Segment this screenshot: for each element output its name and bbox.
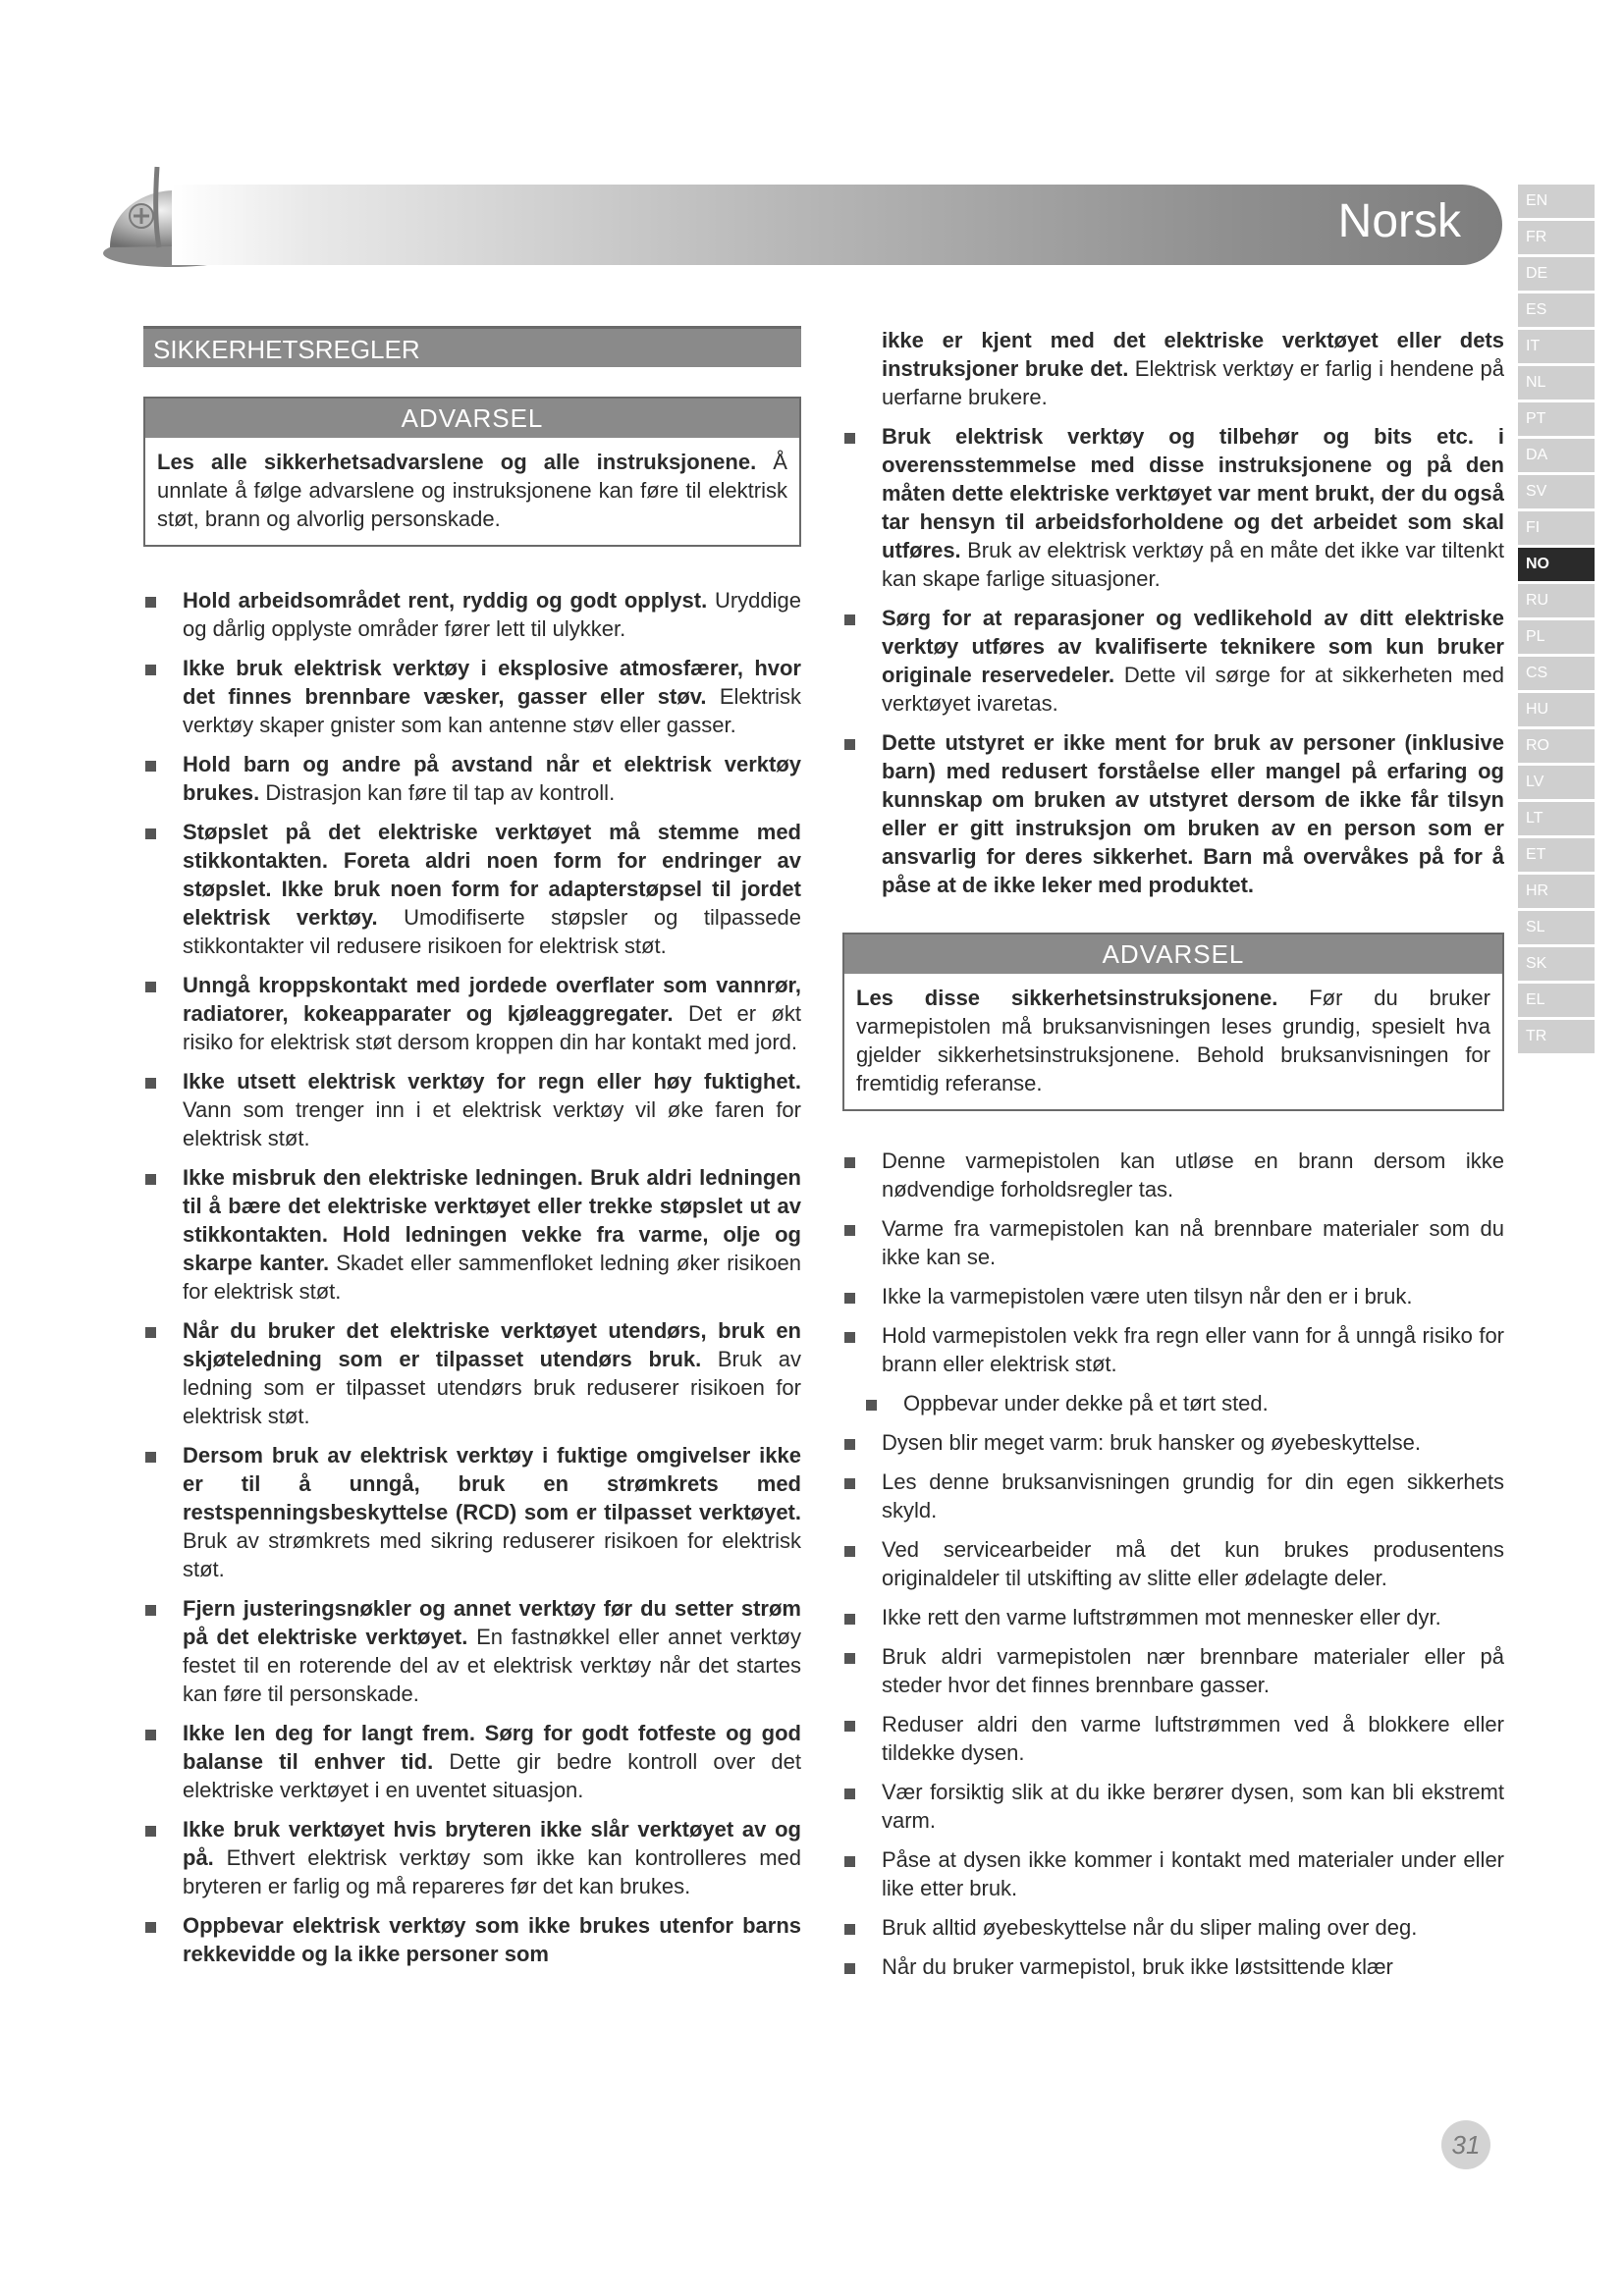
heatgun-list <box>842 1147 1504 1981</box>
list-item: Varme fra varmepistolen kan nå brennbare materialer som du ikke kan se. <box>842 1214 1504 1271</box>
lang-tab-cs[interactable]: CS <box>1518 657 1595 690</box>
lang-tab-hu[interactable]: HU <box>1518 693 1595 726</box>
header-band <box>172 185 1502 265</box>
safety-list-left <box>143 586 801 1968</box>
list-item: Bruk aldri varmepistolen nær brennbare materialer eller på steder hvor det finnes brennbare gasser. <box>842 1642 1504 1699</box>
list-item: Fjern justeringsnøkler og annet verktøy før du setter strøm på det elektriske verktøyet. En fastnøkkel eller annet verktøy festet til en roterende del av et elektrisk verktøy når det startes kan føre til personskade. <box>143 1594 801 1708</box>
list-item: Påse at dysen ikke kommer i kontakt med materialer under eller like etter bruk. <box>842 1845 1504 1902</box>
list-item: Ikke bruk verktøyet hvis bryteren ikke slår verktøyet av og på. Ethvert elektrisk verktøy som ikke kan kontrolleres med bryteren er farlig og må repareres før det kan brukes. <box>143 1815 801 1900</box>
lang-tab-el[interactable]: EL <box>1518 984 1595 1017</box>
warning-bold-2: Les disse sikkerhetsinstruksjonene. <box>856 986 1278 1010</box>
warning-bold: Les alle sikkerhetsadvarslene og alle instruksjonene. <box>157 450 757 474</box>
left-column <box>143 326 801 1979</box>
lang-tab-fi[interactable]: FI <box>1518 511 1595 545</box>
warning-plain-2: Før du bruker varmepistolen må bruksanvisningen leses grundig, spesielt hva gjelder sikkerhetsinstruksjonene. Behold bruksanvisningen for fremtidig referanse. <box>856 986 1490 1095</box>
list-item: Dysen blir meget varm: bruk hansker og øyebeskyttelse. <box>842 1428 1504 1457</box>
lang-tab-hr[interactable]: HR <box>1518 875 1595 908</box>
lang-tab-ro[interactable]: RO <box>1518 729 1595 763</box>
list-item: Dette utstyret er ikke ment for bruk av personer (inklusive barn) med redusert forståelse eller mangel på erfaring og kunnskap om bruken av utstyret dersom de ikke får tilsyn eller er gitt instruksjon om bruken av en person som er ansvarlig for deres sikkerhet. Barn må overvåkes på for å påse at de ikke leker med produktet. <box>842 728 1504 899</box>
list-item: Les denne bruksanvisningen grundig for din egen sikkerhets skyld. <box>842 1468 1504 1524</box>
lang-tab-da[interactable]: DA <box>1518 439 1595 472</box>
list-item: Denne varmepistolen kan utløse en brann dersom ikke nødvendige forholdsregler tas. <box>842 1147 1504 1203</box>
list-item: Hold varmepistolen vekk fra regn eller vann for å unngå risiko for brann eller elektrisk støt. <box>842 1321 1504 1378</box>
list-item: Ikke misbruk den elektriske ledningen. Bruk aldri ledningen til å bære det elektriske verktøyet eller trekke støpslet ut av stikkontakten. Hold ledningen vekke fra varme, olje og skarpe kanter. Skadet eller sammenfloket ledning øker risikoen for elektrisk støt. <box>143 1163 801 1306</box>
list-item: Når du bruker varmepistol, bruk ikke løstsittende klær <box>842 1952 1504 1981</box>
list-item: Hold barn og andre på avstand når et elektrisk verktøy brukes. Distrasjon kan føre til tap av kontroll. <box>143 750 801 807</box>
list-item: Unngå kroppskontakt med jordede overflater som vannrør, radiatorer, kokeapparater og kjøleaggregater. Det er økt risiko for elektrisk støt dersom kroppen din har kontakt med jord. <box>143 971 801 1056</box>
right-column <box>842 326 1504 1992</box>
list-item: Sørg for at reparasjoner og vedlikehold av ditt elektriske verktøy utføres av kvalifiserte teknikere som kun bruker originale reservedeler. Dette vil sørge for at sikkerheten med verktøyet ivaretas. <box>842 604 1504 718</box>
lang-tab-en[interactable]: EN <box>1518 185 1595 218</box>
list-item: Reduser aldri den varme luftstrømmen ved å blokkere eller tildekke dysen. <box>842 1710 1504 1767</box>
warning-plain: Å unnlate å følge advarslene og instruksjonene kan føre til elektrisk støt, brann og alvorlig personskade. <box>157 450 787 531</box>
lang-tab-et[interactable]: ET <box>1518 838 1595 872</box>
list-item: Dersom bruk av elektrisk verktøy i fuktige omgivelser ikke er til å unngå, bruk en strømkrets med restspenningsbeskyttelse (RCD) som er tilpasset verktøyet. Bruk av strømkrets med sikring reduserer risikoen for elektrisk støt. <box>143 1441 801 1583</box>
list-item: Ikke bruk elektrisk verktøy i eksplosive atmosfærer, hvor det finnes brennbare væsker, gasser eller støv. Elektrisk verktøy skaper gnister som kan antenne støv eller gasser. <box>143 654 801 739</box>
list-item: Ikke len deg for langt frem. Sørg for godt fotfeste og god balanse til enhver tid. Dette gir bedre kontroll over det elektriske verktøyet i en uventet situasjon. <box>143 1719 801 1804</box>
lang-tab-pt[interactable]: PT <box>1518 402 1595 436</box>
page-title: Norsk <box>1337 195 1461 247</box>
lang-tab-ru[interactable]: RU <box>1518 584 1595 617</box>
lang-tab-lt[interactable]: LT <box>1518 802 1595 835</box>
lang-tab-sl[interactable]: SL <box>1518 911 1595 944</box>
lang-tab-tr[interactable]: TR <box>1518 1020 1595 1053</box>
list-item: Vær forsiktig slik at du ikke berører dysen, som kan bli ekstremt varm. <box>842 1778 1504 1835</box>
lang-tab-sk[interactable]: SK <box>1518 947 1595 981</box>
safety-list-right <box>842 326 1504 899</box>
list-item: Oppbevar under dekke på et tørt sted. <box>842 1389 1504 1417</box>
list-item: Når du bruker det elektriske verktøyet utendørs, bruk en skjøteledning som er tilpasset utendørs bruk. Bruk av ledning som er tilpasset utendørs bruk reduserer risikoen for elektrisk støt. <box>143 1316 801 1430</box>
lang-tab-fr[interactable]: FR <box>1518 221 1595 254</box>
lang-tab-no-active[interactable]: NO <box>1518 548 1595 581</box>
list-item: Hold arbeidsområdet rent, ryddig og godt opplyst. Uryddige og dårlig opplyste områder fører lett til ulykker. <box>143 586 801 643</box>
list-item: Bruk elektrisk verktøy og tilbehør og bits etc. i overensstemmelse med disse instruksjonene og på den måten dette elektriske verktøyet var ment brukt, der du også tar hensyn til arbeidsforholdene og det arbeidet som skal utføres. Bruk av elektrisk verktøy på en måte det ikke var tiltenkt kan skape farlige situasjoner. <box>842 422 1504 593</box>
lang-tab-sv[interactable]: SV <box>1518 475 1595 508</box>
warning-text-2 <box>844 974 1502 1109</box>
lang-tab-de[interactable]: DE <box>1518 257 1595 291</box>
lang-tab-pl[interactable]: PL <box>1518 620 1595 654</box>
list-item: Ikke la varmepistolen være uten tilsyn når den er i bruk. <box>842 1282 1504 1310</box>
warning-title-2: ADVARSEL <box>844 934 1502 974</box>
lang-tab-lv[interactable]: LV <box>1518 766 1595 799</box>
page-number: 31 <box>1441 2120 1490 2169</box>
section-heading: SIKKERHETSREGLER <box>143 326 801 367</box>
warning-text <box>145 438 799 545</box>
list-item: Oppbevar elektrisk verktøy som ikke brukes utenfor barns rekkevidde og la ikke personer som <box>143 1911 801 1968</box>
warning-box <box>143 397 801 547</box>
list-item: Bruk alltid øyebeskyttelse når du sliper maling over deg. <box>842 1913 1504 1942</box>
lang-tab-nl[interactable]: NL <box>1518 366 1595 400</box>
list-item-continuation: ikke er kjent med det elektriske verktøyet eller dets instruksjoner bruke det. Elektrisk verktøy er farlig i hendene på uerfarne brukere. <box>882 328 1504 409</box>
list-item: Ikke rett den varme luftstrømmen mot mennesker eller dyr. <box>842 1603 1504 1631</box>
lang-tab-it[interactable]: IT <box>1518 330 1595 363</box>
lang-tab-es[interactable]: ES <box>1518 294 1595 327</box>
list-item: Ved servicearbeider må det kun brukes produsentens originaldeler til utskifting av slitte eller ødelagte deler. <box>842 1535 1504 1592</box>
warning-box-2 <box>842 933 1504 1111</box>
list-item: Støpslet på det elektriske verktøyet må stemme med stikkontakten. Foreta aldri noen form for endringer av støpslet. Ikke bruk noen form for adapterstøpsel til jordet elektrisk verktøy. Umodifiserte støpsler og tilpassede stikkontakter vil redusere risikoen for elektrisk støt. <box>143 818 801 960</box>
language-tabs <box>1518 185 1595 1056</box>
list-item: Ikke utsett elektrisk verktøy for regn eller høy fuktighet. Vann som trenger inn i et elektrisk verktøy vil øke faren for elektrisk støt. <box>143 1067 801 1152</box>
warning-title: ADVARSEL <box>145 399 799 438</box>
